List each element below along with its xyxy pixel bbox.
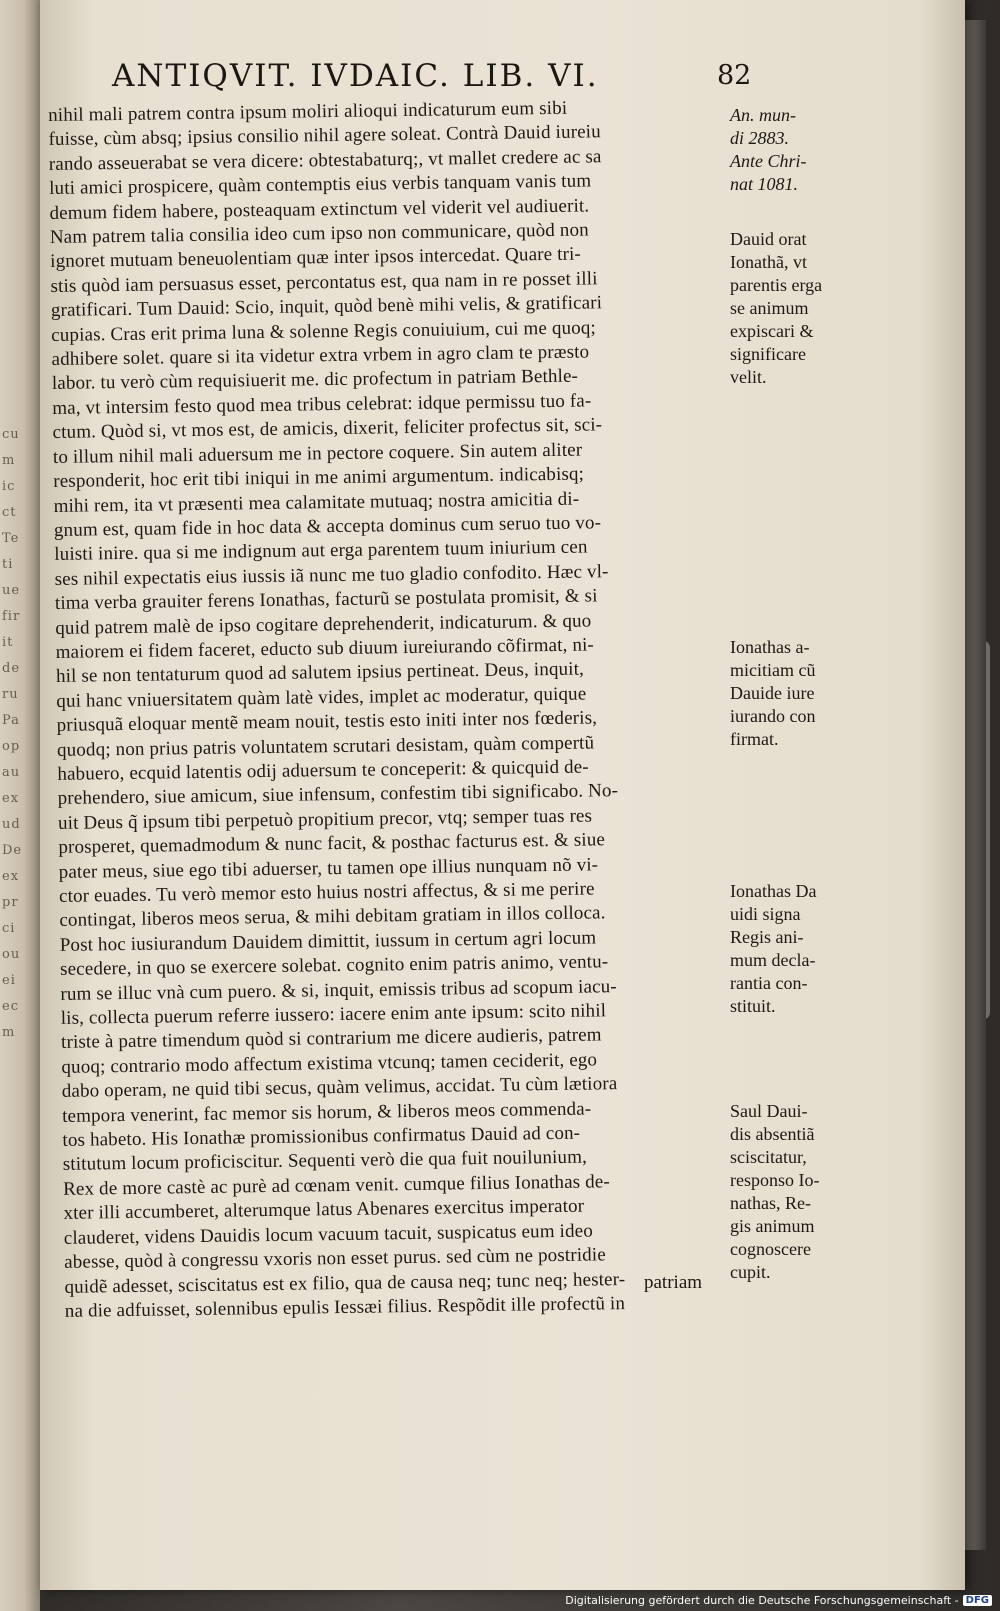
margin-note-line: firmat. [730,729,779,749]
facing-page-fragment: De [2,843,23,858]
text-line: na die adfuisset, solennibus epulis Iessæi filius. Respõdit ille profectũ in [64,1292,626,1322]
facing-page-fragment: ci [2,921,16,936]
running-title: ANTIQVIT. IVDAIC. LIB. VI. [112,58,599,94]
text-line: Post hoc iusiurandum Dauidem dimittit, iussum in certum agri locum [59,927,597,956]
text-line: hil se non tentaturum quod ad salutem ipsius pertineat. Deus, inquit, [55,658,585,688]
text-line: to illum nihil mali aduersum me in pectore coquere. Sin autem aliter [52,439,583,468]
margin-note-line: se animum [730,298,809,318]
margin-note-saul [730,1100,860,1284]
text-line: ma, vt intersim festo quod mea tribus celebrat: idque permissu tuo fa- [52,390,592,419]
facing-page-fragment: ou [2,947,21,962]
text-line: triste à patre timendum quòd si contrarium me dicere audieris, patrem [60,1024,602,1054]
facing-page-fragment: ex [2,869,20,884]
margin-note-line: dis absentiã [730,1124,815,1144]
text-line: quoq; contrario modo affectum existima vtcunq; tamen ceciderit, ego [61,1049,598,1078]
margin-note-line: Dauid orat [730,229,807,249]
facing-page-fragment: ei [2,973,16,988]
digitization-footer [565,1594,992,1607]
text-line: rum se illuc vnà cum puero. & si, inquit, emissis tribus ad scopum iacu- [60,975,617,1005]
facing-page-fragment: fir [2,609,21,624]
margin-note-line: stituit. [730,996,776,1016]
margin-note-line: rantia con- [730,973,808,993]
text-line: rando asseuerabat se vera dicere: obtestabaturq;, vt mallet credere ac sa [48,146,602,175]
facing-page-fragment: ec [2,999,19,1014]
text-line: luisti inire. qua si me indignum aut erga parentem tuum iniurium cen [54,536,588,566]
margin-note-date [730,104,860,196]
text-line: abesse, quòd à congressu vxoris non esset purus. sed cùm ne postridie [64,1244,606,1273]
margin-note-line: Regis ani- [730,927,804,947]
margin-note-line: Saul Daui- [730,1101,808,1121]
margin-note-line: micitiam cũ [730,660,816,680]
text-line: responderit, hoc erit tibi iniqui in me animi argumentum. indicabisq; [53,463,585,493]
facing-page-fragment: ic [2,479,16,494]
folio-number: 82 [717,60,752,91]
margin-note-line: iurando con [730,706,816,726]
text-line: prehendero, siue amicum, siue infensum, confestim tibi significabo. No- [57,780,619,810]
text-line: prosperet, quemadmodum & nunc facit, & posthac facturus est. & siue [58,829,606,859]
text-line: quidẽ adesset, sciscitatus est ex filio, qua de causa neq; tunc neq; hester- [64,1268,626,1298]
text-line: tempora venerint, fac memor sis horum, & liberos meos commenda- [61,1098,592,1127]
margin-note-line: sciscitatur, [730,1147,807,1167]
facing-page-fragment: ti [2,557,14,572]
text-line: pater meus, siue ego tibi aduerser, tu tamen ope illius nunquam nõ vi- [58,853,599,883]
margin-note-line: cognoscere [730,1239,811,1259]
facing-page-fragment: m [2,1025,16,1040]
text-line: Nam patrem talia consilia ideo cum ipso non communicare, quòd non [49,219,589,249]
text-line: ctum. Quòd si, vt mos est, de amicis, dixerit, feliciter profectus sit, sci- [52,414,603,444]
dfg-logo-icon: DFG [963,1595,992,1606]
margin-note-line: Ionathã, vt [730,252,807,272]
margin-note-line: Ionathas a- [730,637,810,657]
text-line: maiorem ei fidem faceret, educto sub diuum iureiurando cõfirmat, ni- [55,634,595,663]
text-line: ses nihil expectatis eius iussis iã nunc me tuo gladio confodito. Hæc vl- [54,560,609,590]
facing-page-edge [0,0,40,1611]
text-line: dabo operam, ne quid tibi secus, quàm velimus, accidat. Tu cùm lætiora [61,1073,618,1103]
text-line: nihil mali patrem contra ipsum moliri alioqui indicaturum eum sibi [48,97,568,126]
text-line: xter illi accumberet, alterumque latus Abenares exercitus imperator [63,1195,585,1225]
facing-page-fragment: ud [2,817,21,832]
text-line: gratificari. Tum Dauid: Scio, inquit, quòd benè mihi velis, & gratificari [50,292,603,322]
margin-note-line: Ionathas Da [730,881,817,901]
margin-note-line: responso Io- [730,1170,820,1190]
facing-page-fragment: pr [2,895,19,910]
text-line: labor. tu verò cùm requisiuerit me. dic profectum in patriam Bethle- [51,366,579,395]
facing-page-fragment: au [2,765,21,780]
facing-page-fragment: ct [2,505,17,520]
main-text-block [48,94,753,1324]
page-block-edge [962,20,986,1550]
margin-note-line: parentis erga [730,275,823,295]
text-line: priusquã eloquar mentẽ meam nouit, testis esto initi inter nos fœderis, [56,707,598,737]
facing-page-fragment: de [2,661,21,676]
text-line: gnum est, quam fide in hoc data & accepta dominus cum seruo tuo vo- [53,512,602,541]
text-line: stitutum locum proficiscitur. Sequenti verò die qua fuit nouilunium, [62,1147,588,1176]
text-line: Rex de more castè ac purè ad cœnam venit. cumque filius Ionathas de- [63,1171,610,1200]
facing-page-fragment: ex [2,791,20,806]
text-line: ignoret mutuam beneuolentiam quæ inter ipsos intercedat. Quare tri- [50,244,582,273]
text-line: qui hanc vniuersitatem quàm latè vides, implet ac moderatur, quique [56,683,587,712]
text-line: fuisse, cùm absq; ipsius consilio nihil agere soleat. Contrà Dauid iureiu [48,121,601,151]
text-line: tos habeto. His Ionathæ promissionibus confirmatus Dauid ad con- [62,1122,581,1151]
facing-page-fragment: Te [2,531,20,546]
text-line: cupias. Cras erit prima luna & solenne Regis conuiuium, cui me quoq; [51,317,597,346]
text-line: stis quòd iam persuasus esset, percontatus est, qua nam in re posset illi [50,268,598,297]
text-line: mihi rem, ita vt præsenti mea calamitate mutuaq; nostra amicitia di- [53,488,580,517]
text-line: habuero, ecquid latentis odij aduersum te conceperit: & quicquid de- [57,756,589,785]
facing-page-fragment: op [2,739,21,754]
facing-page-fragment: it [2,635,14,650]
footer-credit: Digitalisierung gefördert durch die Deutsche Forschungsgemeinschaft - [565,1594,959,1607]
margin-note-line: velit. [730,367,767,387]
margin-note-signa [730,880,860,1018]
text-line: ctor euades. Tu verò memor esto huius nostri affectus, & si me perire [58,878,595,907]
margin-note-line: cupit. [730,1262,771,1282]
margin-note-line: significare [730,344,806,364]
margin-note-line: nathas, Re- [730,1193,811,1213]
facing-page-fragment: m [2,453,16,468]
text-line: quodq; non prius patris voluntatem scrutari desistam, quàm compertũ [56,732,595,761]
text-line: secedere, in quo se exercere solebat. cognito enim patris animo, ventu- [59,951,609,981]
facing-page-fragment: ue [2,583,21,598]
margin-note-line: gis animum [730,1216,815,1236]
text-line: luti amici prospicere, quàm contemptis eius verbis tanquam vanis tum [49,170,592,200]
margin-note-line: mum decla- [730,950,816,970]
margin-note-line: expiscari & [730,321,814,341]
margin-note-ionathas-amicitiam [730,636,860,751]
facing-page-fragment: ru [2,687,19,702]
margin-note-line: An. mun- [730,105,796,125]
margin-note-line: Ante Chri- [730,151,807,171]
text-line: clauderet, videns Dauidis locum vacuum tacuit, suspicatus eum ideo [63,1220,594,1249]
margin-note-dauid-orat [730,228,860,389]
text-line: uit Deus q̃ ipsum tibi perpetuò propitium precor, vtq; semper tuas res [57,805,593,834]
catchword: patriam [644,1272,703,1293]
margin-note-line: Dauide iure [730,683,815,703]
text-line: tima verba grauiter ferens Ionathas, facturũ se postulata promisit, & si [54,585,598,615]
facing-page-fragment: Pa [2,713,20,728]
margin-note-line: nat 1081. [730,174,799,194]
margin-note-line: di 2883. [730,128,790,148]
text-line: contingat, liberos meos serua, & mihi debitam gratiam in illos colloca. [59,902,606,932]
margin-note-line: uidi signa [730,904,801,924]
facing-page-fragment: cu [2,427,20,442]
text-line: lis, collecta puerum referre iussero: iacere enim ante ipsum: scito nihil [60,1000,607,1029]
text-line: quid patrem malè de ipso cogitare deprehenderit, indicaturum. & quo [55,609,592,639]
text-line: adhibere solet. quare si ita videtur extra vrbem in agro clam te præsto [51,341,590,371]
text-line: demum fidem habere, posteaquam extinctum vel viderit vel audiuerit. [49,195,590,224]
